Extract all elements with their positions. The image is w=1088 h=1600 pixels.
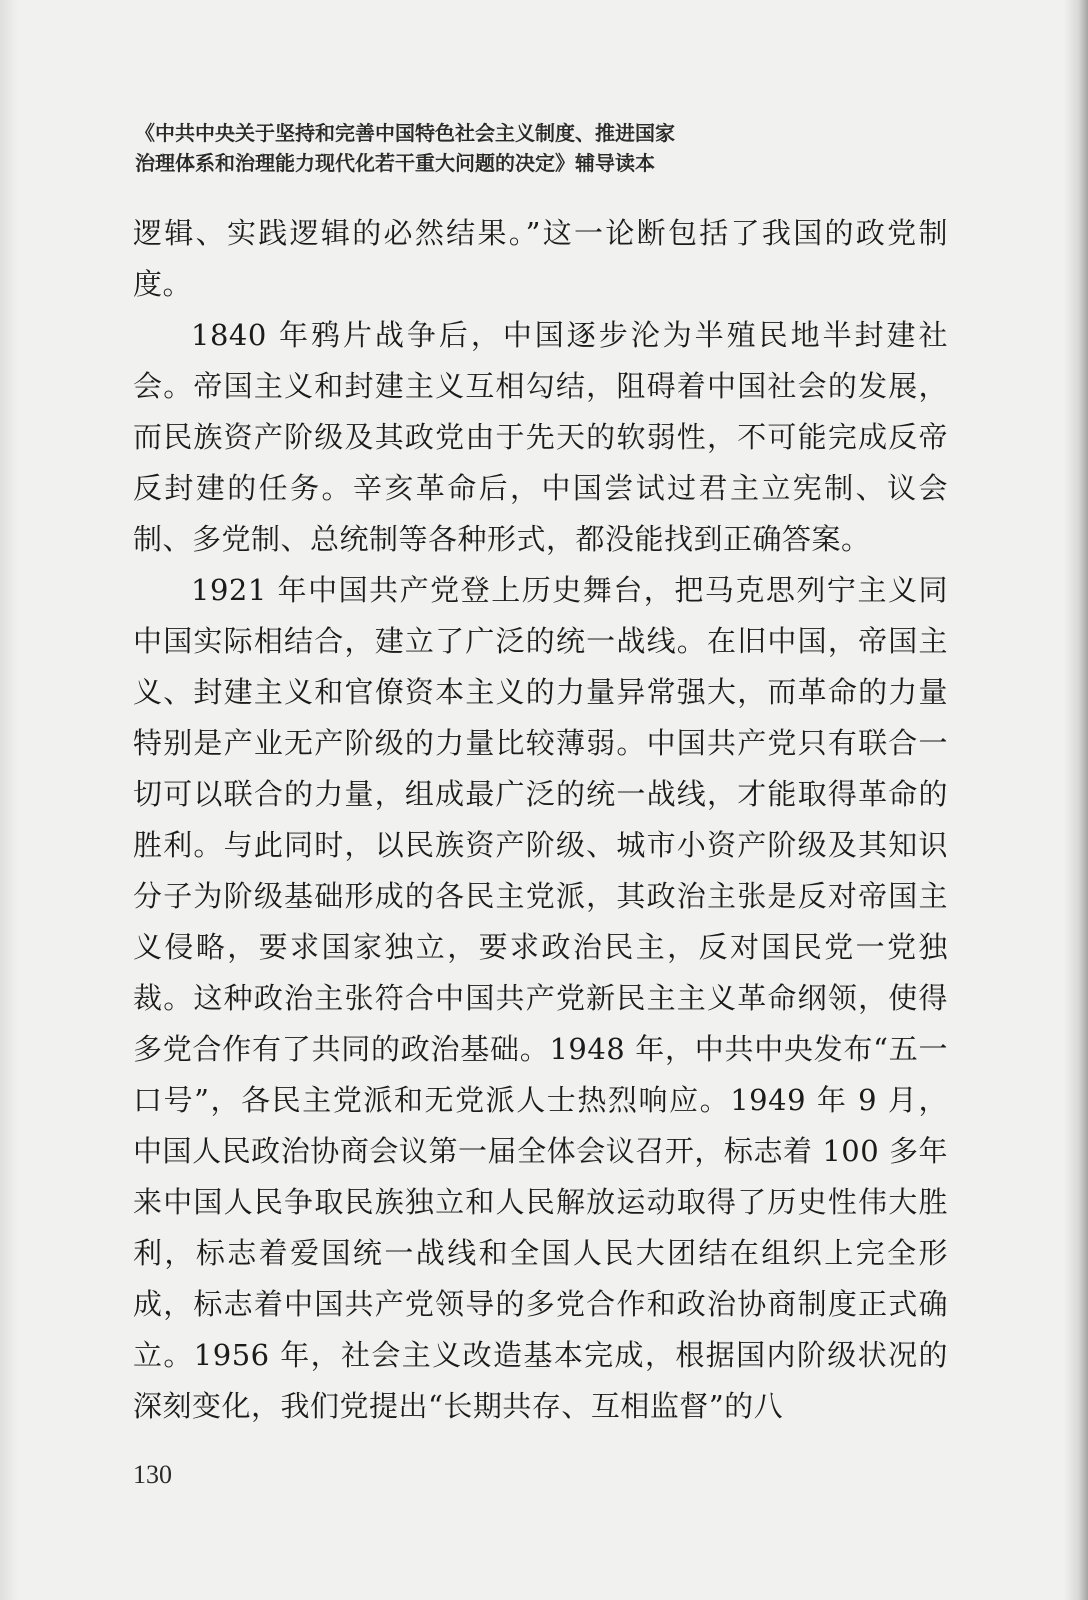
paragraph-opium-war: 1840 年鸦片战争后，中国逐步沦为半殖民地半封建社会。帝国主义和封建主义互相勾结，阻碍着中国社会的发展，而民族资产阶级及其政党由于先天的软弱性，不可能完成反帝反封建的任务。辛亥革命后，中国尝试过君主立宪制、议会制、多党制、总统制等各种形式，都没能找到正确答案。 (133, 318, 948, 556)
running-header (135, 118, 955, 178)
header-line-2: 治理体系和治理能力现代化若干重大问题的决定》辅导读本 (135, 151, 655, 175)
page-number: 130 (133, 1460, 172, 1489)
paragraph-cpc-1921: 1921 年中国共产党登上历史舞台，把马克思列宁主义同中国实际相结合，建立了广泛的统一战线。在旧中国，帝国主义、封建主义和官僚资本主义的力量异常强大，而革命的力量特别是产业无产阶级的力量比较薄弱。中国共产党只有联合一切可以联合的力量，组成最广泛的统一战线，才能取得革命的胜利。与此同时，以民族资产阶级、城市小资产阶级及其知识分子为阶级基础形成的各民主党派，其政治主张是反对帝国主义侵略，要求国家独立，要求政治民主，反对国民党一党独裁。这种政治主张符合中国共产党新民主主义革命纲领，使得多党合作有了共同的政治基础。1948 年，中共中央发布“五一口号”，各民主党派和无党派人士热烈响应。1949 年 9 月，中国人民政治协商会议第一届全体会议召开，标志着 100 多年来中国人民争取民族独立和人民解放运动取得了历史性伟大胜利，标志着爱国统一战线和全国人民大团结在组织上完全形成，标志着中国共产党领导的多党合作和政治协商制度正式确立。1956 年，社会主义改造基本完成，根据国内阶级状况的深刻变化，我们党提出“长期共存、互相监督”的八 (133, 573, 948, 1423)
header-line-1: 《中共中央关于坚持和完善中国特色社会主义制度、推进国家 (135, 121, 675, 145)
page-right-shadow (1064, 0, 1088, 1600)
paragraph-continuation: 逻辑、实践逻辑的必然结果。”这一论断包括了我国的政党制度。 (133, 216, 948, 301)
body-text (133, 208, 948, 1432)
page-left-shadow (0, 0, 18, 1600)
